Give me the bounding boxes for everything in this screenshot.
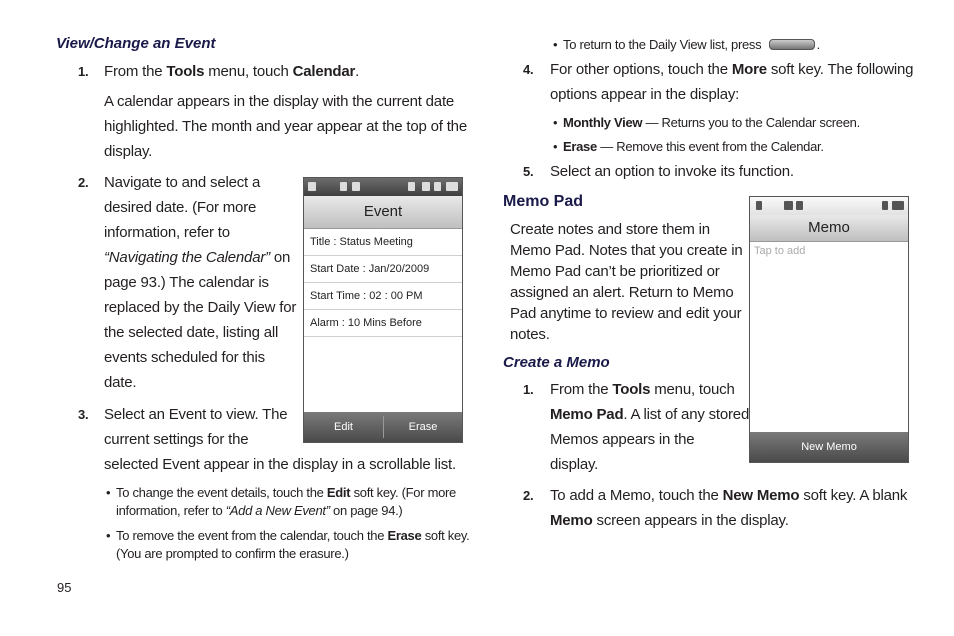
memo-label: Memo xyxy=(550,512,593,529)
tools-label: Tools xyxy=(166,63,205,80)
erase-softkey[interactable]: Erase xyxy=(408,421,438,433)
line: Select an Event to view. The xyxy=(104,406,288,423)
text: For other options, touch the xyxy=(550,61,732,78)
text: — Returns you to the Calendar screen. xyxy=(642,115,860,130)
cross-reference: “Navigating the Calendar” xyxy=(104,249,270,266)
section-title-view-change-event: View/Change an Event xyxy=(56,35,216,52)
page-number: 95 xyxy=(57,580,72,595)
text: menu, touch xyxy=(650,381,735,398)
text: information, refer to xyxy=(116,503,226,518)
erase-label: Erase xyxy=(563,139,597,154)
line: display. xyxy=(104,143,153,160)
line: Memo Pad can’t be prioritized or xyxy=(510,263,720,280)
paragraph-calendar xyxy=(104,89,467,164)
status-bar xyxy=(304,178,462,196)
battery-icon xyxy=(446,182,458,191)
step-number: 1. xyxy=(78,64,89,79)
create-memo-heading: Create a Memo xyxy=(503,354,610,371)
memo-pad-paragraph xyxy=(510,219,743,345)
text: soft key. A blank xyxy=(799,487,908,504)
text: on page 94.) xyxy=(329,503,403,518)
text: To change the event details, touch the xyxy=(116,485,327,500)
memo-screen xyxy=(749,196,909,463)
step-number: 5. xyxy=(523,164,534,179)
step-1 xyxy=(78,59,88,84)
music-icon xyxy=(882,201,888,210)
text: . A list of any stored xyxy=(623,406,750,423)
step-number: 2. xyxy=(523,488,534,503)
text: on xyxy=(269,249,291,266)
signal-icon xyxy=(308,182,316,191)
line: notes. xyxy=(510,326,550,343)
tools-label: Tools xyxy=(612,381,651,398)
erase-label: Erase xyxy=(387,528,422,543)
line: desired date. (For more xyxy=(104,199,257,216)
line: events scheduled for this xyxy=(104,349,265,366)
line: assigned an alert. Return to Memo xyxy=(510,284,734,301)
line: options appear in the display: xyxy=(550,86,740,103)
edit-label: Edit xyxy=(326,485,351,500)
sync-icon xyxy=(340,182,347,191)
line: Navigate to and select a xyxy=(104,174,261,191)
step-number: 2. xyxy=(78,175,89,190)
message-icon xyxy=(352,182,360,191)
new-memo-label: New Memo xyxy=(722,487,800,504)
bullet-erase xyxy=(116,527,469,563)
line: Create notes and store them in xyxy=(510,221,710,238)
message-icon xyxy=(796,201,803,210)
text: soft key. (For more xyxy=(350,485,456,500)
line: information, refer to xyxy=(104,224,230,241)
line: page 93.) The calendar is xyxy=(104,274,269,291)
sound-icon xyxy=(434,182,441,191)
text: — Remove this event from the Calendar. xyxy=(596,139,824,154)
memo-pad-label: Memo Pad xyxy=(550,406,624,423)
option-erase xyxy=(563,138,824,156)
event-screen xyxy=(303,177,463,443)
text: soft key. xyxy=(421,528,470,543)
event-start-date-field[interactable]: Start Date : Jan/20/2009 xyxy=(304,256,462,283)
memo-placeholder[interactable]: Tap to add xyxy=(754,245,806,257)
line: selected Event appear in the display in a scrollable list. xyxy=(104,456,456,473)
signal-icon xyxy=(756,201,762,210)
status-bar xyxy=(750,197,908,215)
step-number: 4. xyxy=(523,62,534,77)
edit-softkey[interactable]: Edit xyxy=(334,421,353,433)
text: To return to the Daily View list, press xyxy=(563,37,765,52)
event-title-field[interactable]: Title : Status Meeting xyxy=(304,229,462,256)
monthly-view-label: Monthly View xyxy=(563,115,643,130)
back-key-icon xyxy=(769,39,815,50)
line: Memos appears in the xyxy=(550,431,695,448)
alarm-icon xyxy=(408,182,415,191)
line: date. xyxy=(104,374,137,391)
more-label: More xyxy=(731,61,767,78)
new-memo-softkey[interactable]: New Memo xyxy=(750,432,908,462)
screen-title: Event xyxy=(304,196,462,229)
text: soft key. The following xyxy=(766,61,914,78)
text: . xyxy=(355,63,360,80)
text: . xyxy=(816,37,820,52)
line: Pad anytime to review and edit your xyxy=(510,305,742,322)
create-step-1-text xyxy=(550,377,749,477)
step-2-text xyxy=(104,170,296,395)
calendar-label: Calendar xyxy=(292,63,356,80)
step-number: 3. xyxy=(78,407,89,422)
text: From the xyxy=(104,63,167,80)
text: menu, touch xyxy=(204,63,293,80)
step-1-text xyxy=(104,59,359,84)
text: (You are prompted to confirm the erasure.) xyxy=(116,546,349,561)
bluetooth-icon xyxy=(422,182,430,191)
line: the selected date, listing all xyxy=(104,324,279,341)
event-alarm-field[interactable]: Alarm : 10 Mins Before xyxy=(304,310,462,337)
text: From the xyxy=(550,381,613,398)
create-step-2-text xyxy=(550,483,907,533)
text: screen appears in the display. xyxy=(592,512,789,529)
line: Memo Pad. Notes that you create in xyxy=(510,242,743,259)
event-start-time-field[interactable]: Start Time : 02 : 00 PM xyxy=(304,283,462,310)
cross-reference: “Add a New Event” xyxy=(225,503,330,518)
bullet-edit xyxy=(116,484,456,520)
screen-title: Memo xyxy=(750,215,908,242)
step-number: 1. xyxy=(523,382,534,397)
step-4-text xyxy=(550,57,913,107)
bullet-return-daily-view xyxy=(563,36,820,54)
sync-icon xyxy=(784,201,793,210)
softkey-bar xyxy=(304,412,462,442)
option-monthly-view xyxy=(563,114,860,132)
text: To add a Memo, touch the xyxy=(550,487,723,504)
battery-icon xyxy=(892,201,904,210)
memo-pad-heading: Memo Pad xyxy=(503,193,584,210)
step-5-text: Select an option to invoke its function. xyxy=(550,163,794,180)
line: current settings for the xyxy=(104,431,249,448)
text: To remove the event from the calendar, touch the xyxy=(116,528,388,543)
line: A calendar appears in the display with the current date xyxy=(104,93,455,110)
line: display. xyxy=(550,456,599,473)
line: replaced by the Daily View for xyxy=(104,299,297,316)
line: highlighted. The month and year appear at the top of the xyxy=(104,118,467,135)
